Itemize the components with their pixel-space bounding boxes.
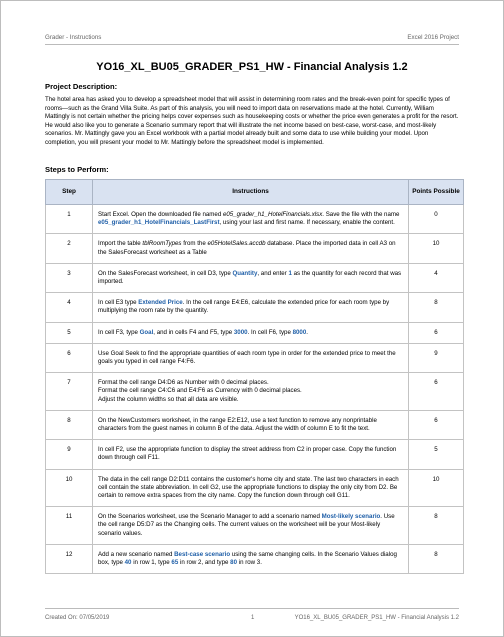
points-possible: 10 [409,469,464,507]
points-possible: 9 [409,343,464,372]
instruction-text: In cell F3, type [98,328,140,336]
instruction-text: Start Excel. Open the downloaded file named [98,211,223,218]
table-row [46,507,464,545]
step-instructions [93,373,409,411]
footer-divider [45,608,459,609]
highlighted-text: Best-case scenario [174,550,231,558]
step-instructions [93,234,409,263]
table-row [46,469,464,507]
footer-page-number: 1 [251,615,255,621]
step-number: 3 [46,263,93,292]
instruction-text: Add a new scenario named [98,550,175,558]
instruction-text: , using your last and first name. If necessary, enable the content. [219,219,395,227]
highlighted-text: Quantity [232,269,258,277]
points-possible: 4 [409,263,464,292]
document-title: YO16_XL_BU05_GRADER_PS1_HW - Financial Analysis 1.2 [96,61,408,73]
highlighted-text: 3000 [233,328,248,336]
table-row [46,373,464,411]
header-left: Grader - Instructions [45,34,102,41]
project-description-heading: Project Description: [45,82,118,91]
step-number: 7 [46,373,93,411]
points-possible: 6 [409,322,464,343]
points-possible: 10 [409,234,464,263]
table-row [46,234,464,263]
footer-title: YO16_XL_BU05_GRADER_PS1_HW - Financial Analysis 1.2 [294,615,459,621]
table-row [46,343,464,372]
step-number: 9 [46,440,93,469]
header-right: Excel 2016 Project [407,34,459,41]
highlighted-text: 1 [288,269,292,277]
highlighted-text: Most-likely scenario [321,513,381,521]
points-possible: 5 [409,440,464,469]
points-possible: 8 [409,544,464,573]
highlighted-text: Extended Price [138,299,183,307]
instruction-text: The data in the cell range D2:D11 contains the customer's home city and state. The last two characters in each cell contain the state abbreviation. In cell G2, use the appropriate functions to display the only city from D2. Be certain to remove extra spaces from the city name. Copy the function down through cell G11. [98,475,399,500]
file-name-text: tblRoomTypes [142,240,182,248]
step-number: 2 [46,234,93,263]
column-header-instructions: Instructions [93,180,409,205]
instruction-text: in row 2, and type [178,559,231,567]
instruction-text: Use Goal Seek to find the appropriate quantities of each room type in order for the extended price to meet the goals you typed in cell range F4:F6. [98,349,396,366]
instruction-text: Import the table [98,240,143,248]
file-name-text: e05_grader_h1_HotelFinancials.xlsx [222,211,323,218]
step-instructions [93,544,409,573]
steps-table [45,179,464,574]
instruction-text: in row 1, type [131,559,172,567]
points-possible: 0 [409,205,464,234]
table-row [46,410,464,439]
points-possible: 8 [409,507,464,545]
instruction-text: On the Scenarios worksheet, use the Scenario Manager to add a scenario named [98,513,322,521]
step-instructions [93,343,409,372]
highlighted-text: 40 [124,559,132,567]
instruction-text: . Use the cell range D5:D7 as the Changing cells. The current values on the worksheet will be your Most-likely scenario values. [98,513,395,537]
file-name-text: e05HotelSales.accdb [207,240,266,248]
step-number: 6 [46,343,93,372]
step-number: 8 [46,410,93,439]
instruction-text: Format the cell range C4:C6 and E4:F6 as Currency with 0 decimal places. [98,387,302,395]
instruction-text: Format the cell range D4:D6 as Number with 0 decimal places. [98,379,269,387]
column-header-step: Step [46,180,93,205]
instruction-text: In cell F2, use the appropriate function to display the street address from C2 in proper case. Copy the function down through cell F11. [98,446,397,462]
instruction-text: from the [181,240,208,248]
footer-created-on: Created On: 07/05/2019 [45,615,110,621]
highlighted-text: e05_grader_h1_HotelFinancials_LastFirst [98,219,220,227]
instruction-text: On the NewCustomers worksheet, in the range E2:E12, use a text function to remove any nonprintable characters from the guest names in column B of the data. Adjust the width of column E to fit the text. [98,416,377,433]
instruction-text: . Save the file with the name [322,211,400,218]
points-possible: 6 [409,373,464,411]
instruction-text: . In cell F6, type [247,328,293,336]
table-row [46,205,464,234]
highlighted-text: 80 [230,559,237,567]
points-possible: 6 [409,410,464,439]
steps-heading: Steps to Perform: [45,165,109,174]
instruction-text: . [306,328,308,336]
instruction-text: Adjust the column widths so that all data are visible. [98,395,239,403]
step-instructions [93,469,409,507]
step-number: 12 [46,544,93,573]
column-header-points: Points Possible [409,180,464,205]
table-row [46,322,464,343]
instruction-text: In cell E3 type [98,299,139,307]
table-header-row [46,180,464,205]
instruction-text: as the quantity for each record that was imported. [98,269,402,286]
step-instructions [93,263,409,292]
step-number: 11 [46,507,93,545]
instruction-text: On the SalesForecast worksheet, in cell D3, type [98,269,233,277]
step-instructions [93,205,409,234]
instruction-text: , and in cells F4 and F5, type [153,328,234,336]
highlighted-text: Goal [139,328,154,336]
highlighted-text: 65 [171,559,179,567]
table-row [46,263,464,292]
instruction-text: , and enter [257,269,289,277]
highlighted-text: 8000 [292,328,307,336]
step-instructions [93,507,409,545]
table-row [46,544,464,573]
steps-table-body [46,205,464,574]
project-description-text: The hotel area has asked you to develop a spreadsheet model that will assist in determining room rates and the break-even point for specific types of rooms—such as the Grand Villa Suite. As part of this analysis, you will need to import data on reservations made at the hotel. Currently, William Mattingly is not certain whether the pricing helps cover expenses such as housekeeping costs or whether the price even generates a profit for the resort. He would also like you to generate a Scenario summary report that will illustrate the net income based on best-case, worst-case, and most-likely scenarios. Mr. Mattingly gave you an Excel workbook with a partial model already built and some data to use while building your model. Upon completion, you will present your model to Mr. Mattingly before the spreadsheet model is implemented. [45,96,459,146]
instruction-text: database. Place the imported data in cell A3 on the SalesForecast worksheet as a Table [98,240,396,256]
step-instructions [93,410,409,439]
step-instructions [93,440,409,469]
table-row [46,293,464,322]
step-instructions [93,322,409,343]
points-possible: 8 [409,293,464,322]
table-row [46,440,464,469]
step-number: 4 [46,293,93,322]
instruction-text: using the same changing cells. In the Scenario Values dialog box, type [98,550,397,567]
page-header [45,34,459,41]
step-number: 1 [46,205,93,234]
header-divider [45,44,459,45]
step-instructions [93,293,409,322]
instruction-text: . In the cell range E4:E6, calculate the extended price for each room type by multiplying the room rate by the quantity. [98,299,390,315]
instruction-text: in row 3. [237,559,262,567]
step-number: 10 [46,469,93,507]
step-number: 5 [46,322,93,343]
